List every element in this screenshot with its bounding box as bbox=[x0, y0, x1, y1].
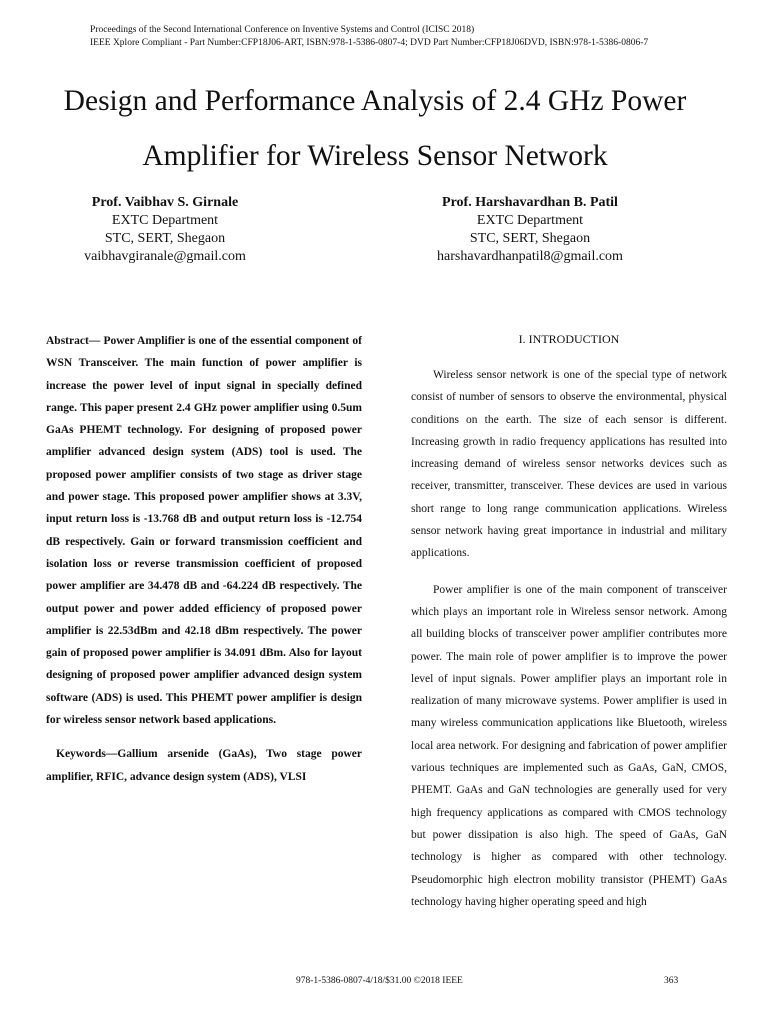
author-department: EXTC Department bbox=[111, 213, 219, 228]
paper-title-line-1: Design and Performance Analysis of 2.4 GHz Power bbox=[63, 85, 687, 117]
left-column bbox=[46, 330, 362, 788]
introduction-paragraph: Wireless sensor network is one of the special type of network consist of number of sensors to observe the environmental, physical conditions on the earth. The size of each sensor is different. Increasing growth in radio frequency applications has resulted into increasing demand of wireless sensor networks devices such as receiver, transmitter, transceiver. These devices are used in various short range to long range communication applications. Wireless sensor network having great importance in industrial and military applications. bbox=[411, 369, 727, 560]
introduction-heading: I. INTRODUCTION bbox=[518, 332, 620, 346]
author-email: harshavardhanpatil8@gmail.com bbox=[437, 249, 623, 264]
author-block-2 bbox=[370, 194, 690, 266]
author-block-1 bbox=[5, 194, 325, 266]
page-number: 363 bbox=[664, 976, 679, 986]
paper-title-line-2: Amplifier for Wireless Sensor Network bbox=[142, 140, 608, 172]
author-name: Prof. Harshavardhan B. Patil bbox=[442, 195, 618, 210]
footer-copyright: 978-1-5386-0807-4/18/$31.00 ©2018 IEEE bbox=[296, 976, 463, 986]
keywords-text: Keywords—Gallium arsenide (GaAs), Two stage power amplifier, RFIC, advance design system (ADS), VLSI bbox=[46, 748, 362, 783]
ieee-part-number-line: IEEE Xplore Compliant - Part Number:CFP18J06-ART, ISBN:978-1-5386-0807-4; DVD Part Number:CFP18J06DVD, ISBN:978-1-5386-0806-7 bbox=[90, 38, 649, 48]
conference-proceedings-line: Proceedings of the Second International Conference on Inventive Systems and Control (ICISC 2018) bbox=[90, 25, 475, 35]
author-department: EXTC Department bbox=[476, 213, 584, 228]
author-name: Prof. Vaibhav S. Girnale bbox=[91, 195, 239, 210]
author-institution: STC, SERT, Shegaon bbox=[104, 231, 226, 246]
paper-title bbox=[30, 74, 720, 184]
right-column bbox=[411, 330, 727, 927]
author-email: vaibhavgiranale@gmail.com bbox=[84, 249, 246, 264]
author-institution: STC, SERT, Shegaon bbox=[469, 231, 591, 246]
abstract-text: Abstract— Power Amplifier is one of the essential component of WSN Transceiver. The main function of power amplifier is increase the power level of input signal in specially defined range. This paper present 2.4 GHz power amplifier using 0.5um GaAs PHEMT technology. For designing of proposed power amplifier advanced design system (ADS) tool is used. The proposed power amplifier consists of two stage as driver stage and power stage. This proposed power amplifier shows at 3.3V, input return loss is -13.768 dB and output return loss is -12.754 dB respectively. Gain or forward transmission coefficient and isolation loss or reverse transmission coefficient of proposed power amplifier are 34.478 dB and -64.224 dB respectively. The output power and power added efficiency of proposed power amplifier is 22.53dBm and 42.18 dBm respectively. The power gain of proposed power amplifier is 34.091 dBm. Also for layout designing of proposed power amplifier advanced design system software (ADS) is used. This PHEMT power amplifier is design for wireless sensor network based applications. bbox=[46, 335, 362, 727]
introduction-paragraph: Power amplifier is one of the main component of transceiver which plays an important role in Wireless sensor network. Among all building blocks of transceiver power amplifier contributes more power. The main role of power amplifier is to improve the power level of input signals. Power amplifier plays an important role in realization of many microwave systems. Power amplifier is used in many wireless communication applications like Bluetooth, wireless local area network. For designing and fabrication of power amplifier various techniques are implemented such as GaAs, GaN, CMOS, PHEMT. GaAs and GaN technologies are generally used for very high frequency applications as compared with CMOS technology but power dissipation is also high. The speed of GaAs, GaN technology is higher as compared with other technology. Pseudomorphic high electron mobility transistor (PHEMT) GaAs technology having higher operating speed and high bbox=[411, 583, 727, 908]
